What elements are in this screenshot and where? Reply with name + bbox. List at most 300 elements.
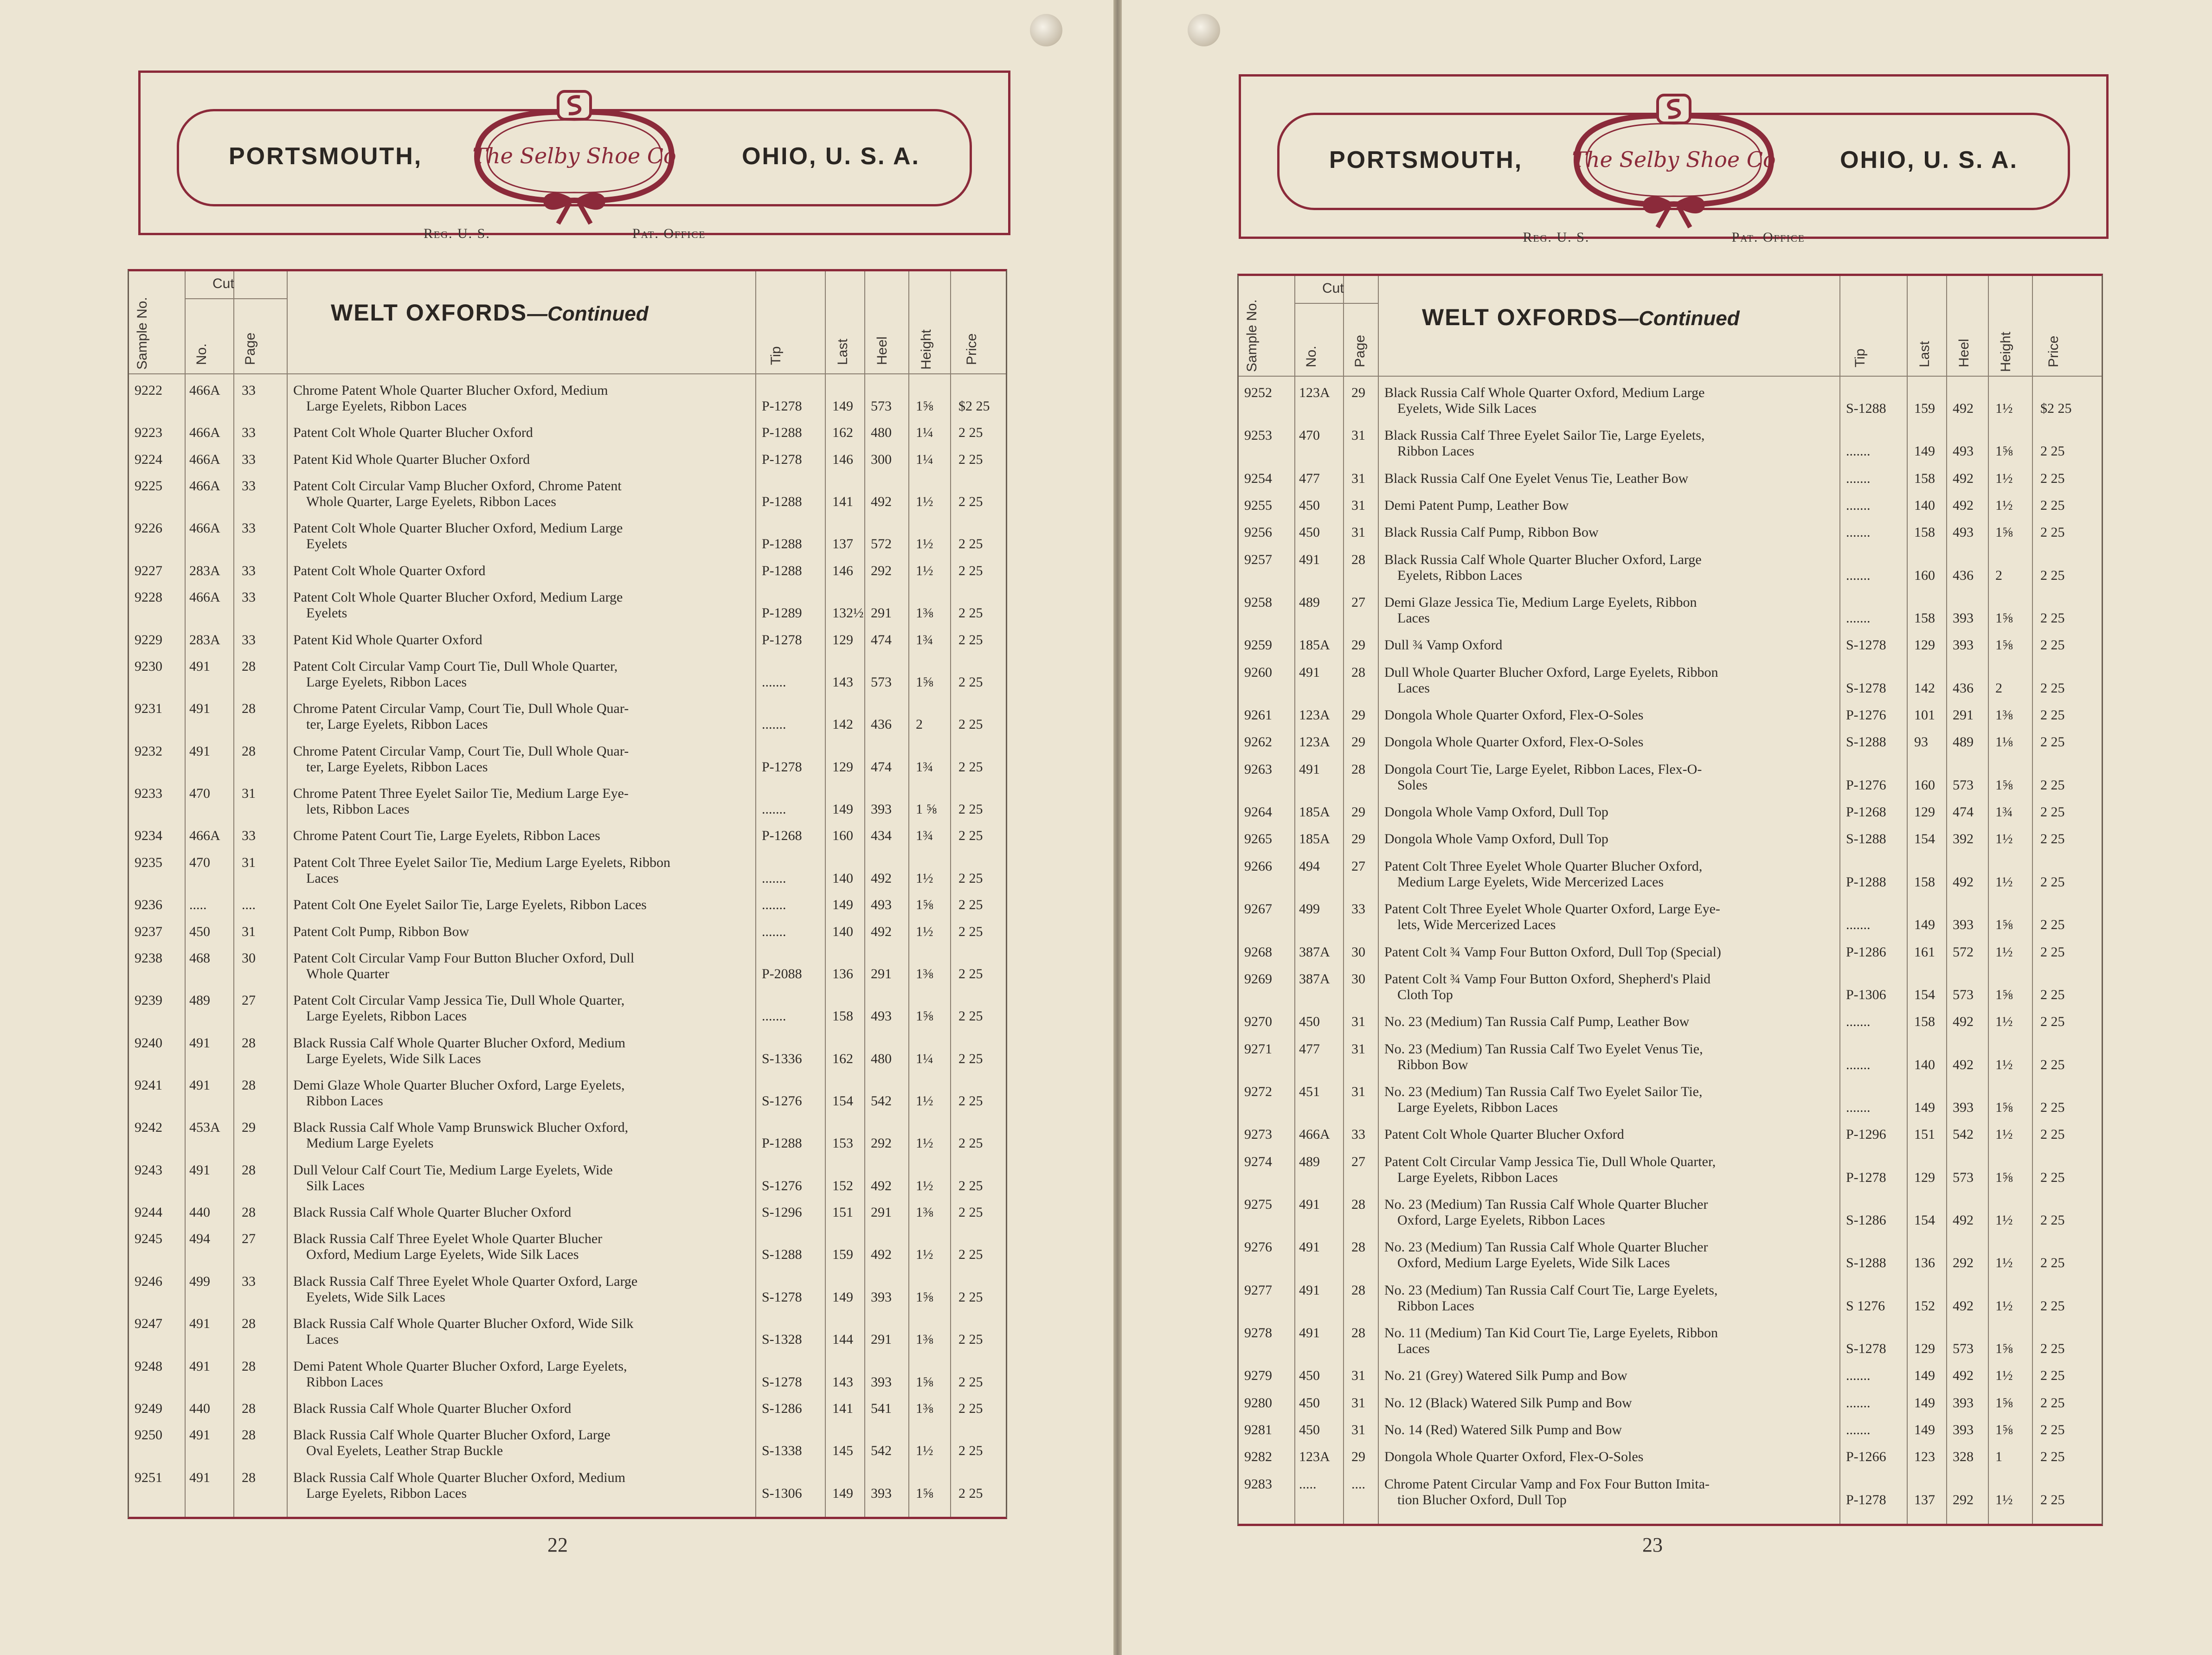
description-line-1: Black Russia Calf Whole Quarter Blucher Oxford, Medium: [293, 1035, 625, 1051]
cut-no-cell: 387A: [1299, 944, 1330, 960]
cut-page-cell: 31: [1351, 428, 1365, 443]
description-cell: [293, 828, 748, 844]
price-cell: 2 25: [2040, 470, 2065, 486]
height-cell: 1⅝: [1995, 610, 2013, 626]
table-row: [1239, 1449, 2102, 1465]
description-cell: [1384, 471, 1832, 487]
sample-no-cell: 9239: [135, 993, 162, 1008]
heel-cell: 573: [1953, 777, 1974, 793]
cut-page-cell: 28: [1351, 761, 1365, 777]
price-cell: 2 25: [958, 924, 983, 939]
section-title-continued: —Continued: [1618, 307, 1740, 330]
sample-no-cell: 9271: [1244, 1041, 1272, 1057]
last-cell: 101: [1914, 707, 1935, 723]
sample-no-cell: 9274: [1244, 1154, 1272, 1169]
cut-page-cell: 31: [1351, 1368, 1365, 1384]
sample-no-cell: 9235: [135, 854, 162, 870]
heel-cell: 541: [871, 1400, 892, 1416]
heel-cell: 492: [871, 1178, 892, 1193]
description-line-2: Large Eyelets, Ribbon Laces: [1397, 1169, 1558, 1185]
header-city: PORTSMOUTH,: [229, 143, 423, 170]
description-line-2: Large Eyelets, Ribbon Laces: [306, 1485, 467, 1501]
cut-no-cell: 491: [189, 1427, 210, 1443]
description-cell: [293, 1120, 748, 1151]
description-line-2: Silk Laces: [306, 1178, 365, 1193]
cut-no-cell: 477: [1299, 470, 1320, 486]
price-cell: 2 25: [958, 802, 983, 817]
price-cell: 2 25: [2040, 1099, 2065, 1115]
description-line-1: Black Russia Calf Three Eyelet Whole Quarter Blucher: [293, 1231, 603, 1247]
description-cell: [1384, 1084, 1832, 1116]
table-row: [1239, 971, 2102, 1003]
description-line-1: Chrome Patent Circular Vamp and Fox Four Button Imita-: [1384, 1476, 1710, 1492]
last-cell: 132½: [832, 605, 864, 621]
last-cell: 129: [832, 632, 853, 648]
description-line-1: Dongola Whole Quarter Oxford, Flex-O-Soles: [1384, 1449, 1644, 1465]
sample-no-cell: 9262: [1244, 734, 1272, 750]
description-line-1: Patent Colt Pump, Ribbon Bow: [293, 924, 469, 939]
height-cell: 2: [1995, 680, 2002, 696]
cut-page-cell: 33: [242, 828, 256, 844]
last-cell: 154: [1914, 831, 1935, 847]
col-cut-header: Cut: [212, 276, 234, 291]
height-cell: 1 ⅝: [916, 802, 937, 817]
table-row: [129, 1359, 1006, 1390]
height-cell: 1½: [916, 1093, 933, 1109]
description-cell: [1384, 385, 1832, 417]
description-line-1: Dongola Whole Vamp Oxford, Dull Top: [1384, 831, 1608, 847]
header-state: OHIO, U. S. A.: [742, 143, 920, 170]
height-cell: 1⅝: [916, 1374, 933, 1390]
price-cell: 2 25: [2040, 1212, 2065, 1228]
sample-no-cell: 9264: [1244, 804, 1272, 820]
cut-page-cell: 28: [242, 1162, 256, 1178]
table-row: [1239, 1422, 2102, 1438]
cut-no-cell: 491: [189, 1035, 210, 1051]
tip-cell: P-1288: [762, 494, 802, 510]
cut-no-cell: 499: [1299, 901, 1320, 917]
tip-cell: .......: [1846, 498, 1871, 513]
last-cell: 149: [1914, 443, 1935, 459]
cut-page-cell: ....: [1351, 1476, 1365, 1492]
cut-page-cell: 28: [242, 1427, 256, 1443]
table-row: [129, 744, 1006, 775]
cut-no-cell: 451: [1299, 1084, 1320, 1099]
last-cell: 149: [832, 897, 853, 913]
cut-page-cell: 28: [1351, 1196, 1365, 1212]
table-row: [129, 855, 1006, 886]
description-line-1: Patent Kid Whole Quarter Blucher Oxford: [293, 451, 530, 467]
sample-no-cell: 9261: [1244, 707, 1272, 723]
price-cell: 2 25: [2040, 443, 2065, 459]
table-row: [129, 383, 1006, 414]
tip-cell: .......: [762, 897, 786, 913]
price-cell: 2 25: [958, 1008, 983, 1024]
table-row: [129, 1427, 1006, 1459]
description-line-2: tion Blucher Oxford, Dull Top: [1397, 1492, 1567, 1507]
last-cell: 158: [1914, 470, 1935, 486]
section-title-continued: —Continued: [527, 302, 649, 325]
description-line-1: Patent Kid Whole Quarter Oxford: [293, 632, 482, 648]
heel-cell: 393: [871, 1374, 892, 1390]
description-line-1: Black Russia Calf Pump, Ribbon Bow: [1384, 525, 1599, 540]
heel-cell: 292: [871, 563, 892, 578]
cut-page-cell: 30: [1351, 971, 1365, 987]
last-cell: 158: [832, 1008, 853, 1024]
cut-page-cell: 28: [242, 1400, 256, 1416]
cut-page-cell: 31: [242, 924, 256, 939]
sample-no-cell: 9234: [135, 828, 162, 844]
cut-subheader-rule: [1294, 303, 1378, 304]
height-cell: 1½: [916, 1443, 933, 1459]
last-cell: 129: [1914, 1169, 1935, 1185]
cut-no-cell: 185A: [1299, 804, 1330, 820]
cut-page-cell: 33: [242, 590, 256, 605]
description-line-1: Chrome Patent Court Tie, Large Eyelets, Ribbon Laces: [293, 828, 600, 844]
height-cell: 1½: [1995, 1057, 2013, 1072]
description-cell: [1384, 734, 1832, 750]
price-cell: 2 25: [958, 1443, 983, 1459]
description-cell: [293, 993, 748, 1024]
description-line-1: Patent Colt ¾ Vamp Four Button Oxford, Dull Top (Special): [1384, 944, 1721, 960]
heel-cell: 572: [871, 536, 892, 552]
cut-page-cell: 31: [1351, 1422, 1365, 1437]
heel-cell: 393: [1953, 917, 1974, 933]
cut-no-cell: 470: [1299, 428, 1320, 443]
heel-cell: 393: [871, 1485, 892, 1501]
last-cell: 149: [832, 802, 853, 817]
price-cell: 2 25: [958, 632, 983, 648]
heel-cell: 492: [871, 1247, 892, 1263]
description-line-1: Chrome Patent Circular Vamp, Court Tie, Dull Whole Quar-: [293, 743, 629, 759]
sample-no-cell: 9247: [135, 1316, 162, 1332]
description-line-2: ter, Large Eyelets, Ribbon Laces: [306, 759, 488, 775]
last-cell: 140: [832, 870, 853, 886]
description-cell: [293, 701, 748, 732]
description-line-2: Large Eyelets, Wide Silk Laces: [306, 1051, 481, 1066]
description-cell: [293, 563, 748, 579]
header-bottom-rule: [129, 373, 1006, 374]
height-cell: 1½: [916, 870, 933, 886]
sample-no-cell: 9278: [1244, 1325, 1272, 1341]
description-line-1: Patent Colt Circular Vamp Court Tie, Dull Whole Quarter,: [293, 658, 618, 674]
table-row: [1239, 637, 2102, 653]
table-row: [1239, 385, 2102, 417]
table-row: [129, 1162, 1006, 1194]
tip-cell: S-1306: [762, 1485, 802, 1501]
svg-text:The Selby Shoe Co: The Selby Shoe Co: [472, 143, 676, 168]
table-row: [1239, 1283, 2102, 1314]
tip-cell: P-1278: [762, 759, 802, 775]
sample-no-cell: 9245: [135, 1231, 162, 1247]
cut-page-cell: 31: [1351, 498, 1365, 513]
height-cell: 1⅜: [916, 605, 933, 621]
tip-cell: .......: [762, 1008, 786, 1024]
header-banner-left: [138, 71, 1010, 241]
sample-no-cell: 9223: [135, 425, 162, 441]
table-row: [1239, 665, 2102, 696]
table-row: [129, 590, 1006, 621]
price-cell: 2 25: [958, 1289, 983, 1305]
description-line-1: No. 14 (Red) Watered Silk Pump and Bow: [1384, 1422, 1622, 1437]
price-cell: 2 25: [2040, 525, 2065, 540]
tip-cell: P-1288: [762, 563, 802, 578]
heel-cell: 542: [871, 1443, 892, 1459]
col-tip-header: Tip: [768, 346, 784, 365]
sample-no-cell: 9231: [135, 701, 162, 717]
description-line-2: Eyelets, Wide Silk Laces: [1397, 401, 1537, 416]
cut-page-cell: 31: [1351, 1084, 1365, 1099]
col-sample-no-header: Sample No.: [1244, 299, 1260, 372]
description-cell: [1384, 1395, 1832, 1411]
description-cell: [1384, 1449, 1832, 1465]
heel-cell: 492: [871, 924, 892, 939]
description-cell: [293, 744, 748, 775]
heel-cell: 291: [1953, 707, 1974, 723]
height-cell: 1⅜: [916, 1205, 933, 1220]
sample-no-cell: 9255: [1244, 498, 1272, 513]
price-cell: 2 25: [2040, 1298, 2065, 1314]
heel-cell: 300: [871, 451, 892, 467]
description-cell: [293, 1274, 748, 1305]
cut-page-cell: 33: [242, 1273, 256, 1289]
tip-cell: P-1288: [762, 1135, 802, 1151]
col-last-header: Last: [1917, 341, 1932, 367]
sample-no-cell: 9232: [135, 743, 162, 759]
catalog-table-left: [128, 269, 1007, 1519]
tip-cell: .......: [1846, 443, 1871, 459]
sample-no-cell: 9272: [1244, 1084, 1272, 1099]
description-line-1: Patent Colt Whole Quarter Blucher Oxford, Medium Large: [293, 520, 623, 536]
cut-no-cell: 491: [1299, 761, 1320, 777]
description-line-2: Cloth Top: [1397, 987, 1453, 1002]
last-cell: 129: [832, 759, 853, 775]
header-pat: Pat. Office: [632, 226, 706, 241]
description-cell: [293, 632, 748, 648]
price-cell: 2 25: [958, 425, 983, 441]
tip-cell: .......: [1846, 525, 1871, 540]
sample-no-cell: 9225: [135, 478, 162, 494]
description-line-2: Whole Quarter: [306, 966, 390, 981]
cut-page-cell: 28: [242, 743, 256, 759]
last-cell: 149: [832, 1289, 853, 1305]
catalog-table-right: [1237, 274, 2103, 1526]
description-cell: [1384, 971, 1832, 1003]
col-sample-no-header: Sample No.: [135, 297, 150, 370]
price-cell: 2 25: [2040, 1127, 2065, 1142]
table-row: [1239, 1014, 2102, 1030]
height-cell: 1⅝: [1995, 525, 2013, 540]
description-line-1: Black Russia Calf One Eyelet Venus Tie, Leather Bow: [1384, 470, 1689, 486]
description-line-2: Eyelets: [306, 536, 347, 552]
last-cell: 152: [832, 1178, 853, 1193]
description-line-1: Patent Colt Whole Quarter Oxford: [293, 563, 486, 578]
heel-cell: 474: [871, 632, 892, 648]
last-cell: 151: [832, 1205, 853, 1220]
height-cell: 1⅝: [1995, 1099, 2013, 1115]
table-row: [129, 786, 1006, 817]
price-cell: 2 25: [2040, 831, 2065, 847]
sample-no-cell: 9275: [1244, 1196, 1272, 1212]
height-cell: 1¾: [916, 828, 933, 844]
tip-cell: S-1288: [1846, 1255, 1886, 1271]
table-row: [1239, 525, 2102, 540]
table-row: [129, 950, 1006, 982]
description-line-2: Large Eyelets, Ribbon Laces: [306, 674, 467, 690]
heel-cell: 492: [1953, 1212, 1974, 1228]
price-cell: 2 25: [958, 828, 983, 844]
cut-no-cell: 466A: [189, 478, 220, 494]
cut-no-cell: 453A: [189, 1120, 220, 1135]
heel-cell: 542: [871, 1093, 892, 1109]
description-line-1: Dull ¾ Vamp Oxford: [1384, 637, 1503, 653]
description-cell: [1384, 1197, 1832, 1228]
cut-no-cell: 123A: [1299, 385, 1330, 400]
description-cell: [1384, 525, 1832, 540]
cut-page-cell: 31: [1351, 1395, 1365, 1411]
height-cell: 1¼: [916, 1051, 933, 1066]
description-line-1: Dull Velour Calf Court Tie, Medium Large Eyelets, Wide: [293, 1162, 613, 1178]
description-line-2: Laces: [1397, 1341, 1430, 1356]
description-cell: [1384, 552, 1832, 584]
cut-page-cell: 28: [242, 1077, 256, 1093]
col-height-header: Height: [1998, 332, 2013, 372]
cut-no-cell: 491: [1299, 1196, 1320, 1212]
description-line-1: Dongola Court Tie, Large Eyelet, Ribbon Laces, Flex-O-: [1384, 761, 1702, 777]
cut-no-cell: 499: [189, 1273, 210, 1289]
description-cell: [293, 1035, 748, 1067]
description-cell: [1384, 1325, 1832, 1357]
last-cell: 149: [1914, 917, 1935, 933]
header-reg: Reg. U. S.: [1523, 230, 1590, 245]
description-line-2: Ribbon Laces: [306, 1093, 383, 1109]
tip-cell: S-1286: [762, 1400, 802, 1416]
tip-cell: S-1338: [762, 1443, 802, 1459]
table-row: [129, 1035, 1006, 1067]
description-cell: [1384, 428, 1832, 459]
tip-cell: S-1296: [762, 1205, 802, 1220]
last-cell: 149: [1914, 1368, 1935, 1384]
sample-no-cell: 9279: [1244, 1368, 1272, 1384]
sample-no-cell: 9237: [135, 924, 162, 939]
description-line-1: Black Russia Calf Whole Quarter Blucher Oxford: [293, 1205, 572, 1220]
last-cell: 149: [832, 398, 853, 414]
description-line-2: Oval Eyelets, Leather Strap Buckle: [306, 1443, 503, 1459]
tip-cell: S-1288: [1846, 401, 1886, 416]
price-cell: 2 25: [2040, 680, 2065, 696]
table-row: [1239, 1197, 2102, 1228]
sample-no-cell: 9281: [1244, 1422, 1272, 1437]
last-cell: 149: [1914, 1422, 1935, 1437]
height-cell: 1⅜: [916, 1400, 933, 1416]
sample-no-cell: 9273: [1244, 1127, 1272, 1142]
cut-page-cell: 29: [1351, 1449, 1365, 1465]
price-cell: 2 25: [958, 717, 983, 732]
description-cell: [293, 383, 748, 414]
tip-cell: P-1289: [762, 605, 802, 621]
description-line-1: No. 12 (Black) Watered Silk Pump and Bow: [1384, 1395, 1632, 1411]
tip-cell: S-1278: [762, 1289, 802, 1305]
section-title-main: WELT OXFORDS: [331, 300, 527, 326]
col-heel-header: Heel: [875, 336, 890, 365]
table-row: [129, 478, 1006, 510]
description-line-1: No. 23 (Medium) Tan Russia Calf Pump, Leather Bow: [1384, 1014, 1690, 1030]
last-cell: 144: [832, 1332, 853, 1347]
heel-cell: 573: [1953, 1169, 1974, 1185]
price-cell: 2 25: [2040, 707, 2065, 723]
price-cell: 2 25: [2040, 498, 2065, 513]
table-row: [129, 1078, 1006, 1109]
cut-no-cell: 466A: [189, 383, 220, 398]
description-line-1: Patent Colt Three Eyelet Whole Quarter Blucher Oxford,: [1384, 858, 1703, 874]
price-cell: 2 25: [958, 674, 983, 690]
description-line-1: Chrome Patent Whole Quarter Blucher Oxford, Medium: [293, 383, 608, 398]
price-cell: 2 25: [958, 1135, 983, 1151]
last-cell: 137: [832, 536, 853, 552]
height-cell: 1⅝: [1995, 1395, 2013, 1411]
sample-no-cell: 9270: [1244, 1014, 1272, 1030]
cut-no-cell: 491: [189, 743, 210, 759]
last-cell: 159: [1914, 401, 1935, 416]
sample-no-cell: 9226: [135, 520, 162, 536]
description-line-1: No. 11 (Medium) Tan Kid Court Tie, Large Eyelets, Ribbon: [1384, 1325, 1718, 1341]
description-line-1: Black Russia Calf Whole Quarter Blucher Oxford, Large: [1384, 552, 1702, 567]
heel-cell: 436: [1953, 567, 1974, 583]
sample-no-cell: 9268: [1244, 944, 1272, 960]
description-cell: [293, 924, 748, 940]
description-cell: [293, 520, 748, 552]
description-cell: [293, 1316, 748, 1347]
tip-cell: P-1266: [1846, 1449, 1886, 1465]
sample-no-cell: 9244: [135, 1205, 162, 1220]
table-row: [129, 520, 1006, 552]
description-line-1: Patent Colt ¾ Vamp Four Button Oxford, Shepherd's Plaid: [1384, 971, 1711, 987]
height-cell: 1½: [916, 536, 933, 552]
last-cell: 93: [1914, 734, 1928, 750]
description-line-1: Patent Colt Whole Quarter Blucher Oxford: [293, 425, 533, 441]
heel-cell: 492: [1953, 498, 1974, 513]
cut-page-cell: 33: [242, 383, 256, 398]
cut-no-cell: 491: [189, 1077, 210, 1093]
height-cell: 1⅝: [1995, 917, 2013, 933]
cut-page-cell: 27: [1351, 1154, 1365, 1169]
cut-no-cell: 450: [1299, 1422, 1320, 1437]
cut-page-cell: 31: [1351, 470, 1365, 486]
cut-no-cell: 491: [189, 1358, 210, 1374]
heel-cell: 393: [871, 802, 892, 817]
heel-cell: 573: [1953, 1341, 1974, 1356]
height-cell: 1½: [1995, 831, 2013, 847]
tip-cell: S-1276: [762, 1178, 802, 1193]
table-row: [129, 1316, 1006, 1347]
description-line-2: lets, Ribbon Laces: [306, 802, 410, 817]
cut-page-cell: 33: [1351, 901, 1365, 917]
tip-cell: P-1288: [762, 536, 802, 552]
tip-cell: S-1286: [1846, 1212, 1886, 1228]
table-row: [1239, 901, 2102, 933]
description-line-1: Black Russia Calf Whole Quarter Blucher Oxford: [293, 1400, 572, 1416]
description-cell: [293, 1205, 748, 1220]
table-row: [1239, 498, 2102, 513]
tip-cell: P-1268: [762, 828, 802, 844]
tip-cell: P-1268: [1846, 804, 1886, 820]
cut-no-cell: 440: [189, 1205, 210, 1220]
description-cell: [1384, 804, 1832, 820]
height-cell: 1⅝: [1995, 777, 2013, 793]
description-cell: [293, 1427, 748, 1459]
price-cell: 2 25: [958, 451, 983, 467]
cut-page-cell: 28: [242, 1205, 256, 1220]
